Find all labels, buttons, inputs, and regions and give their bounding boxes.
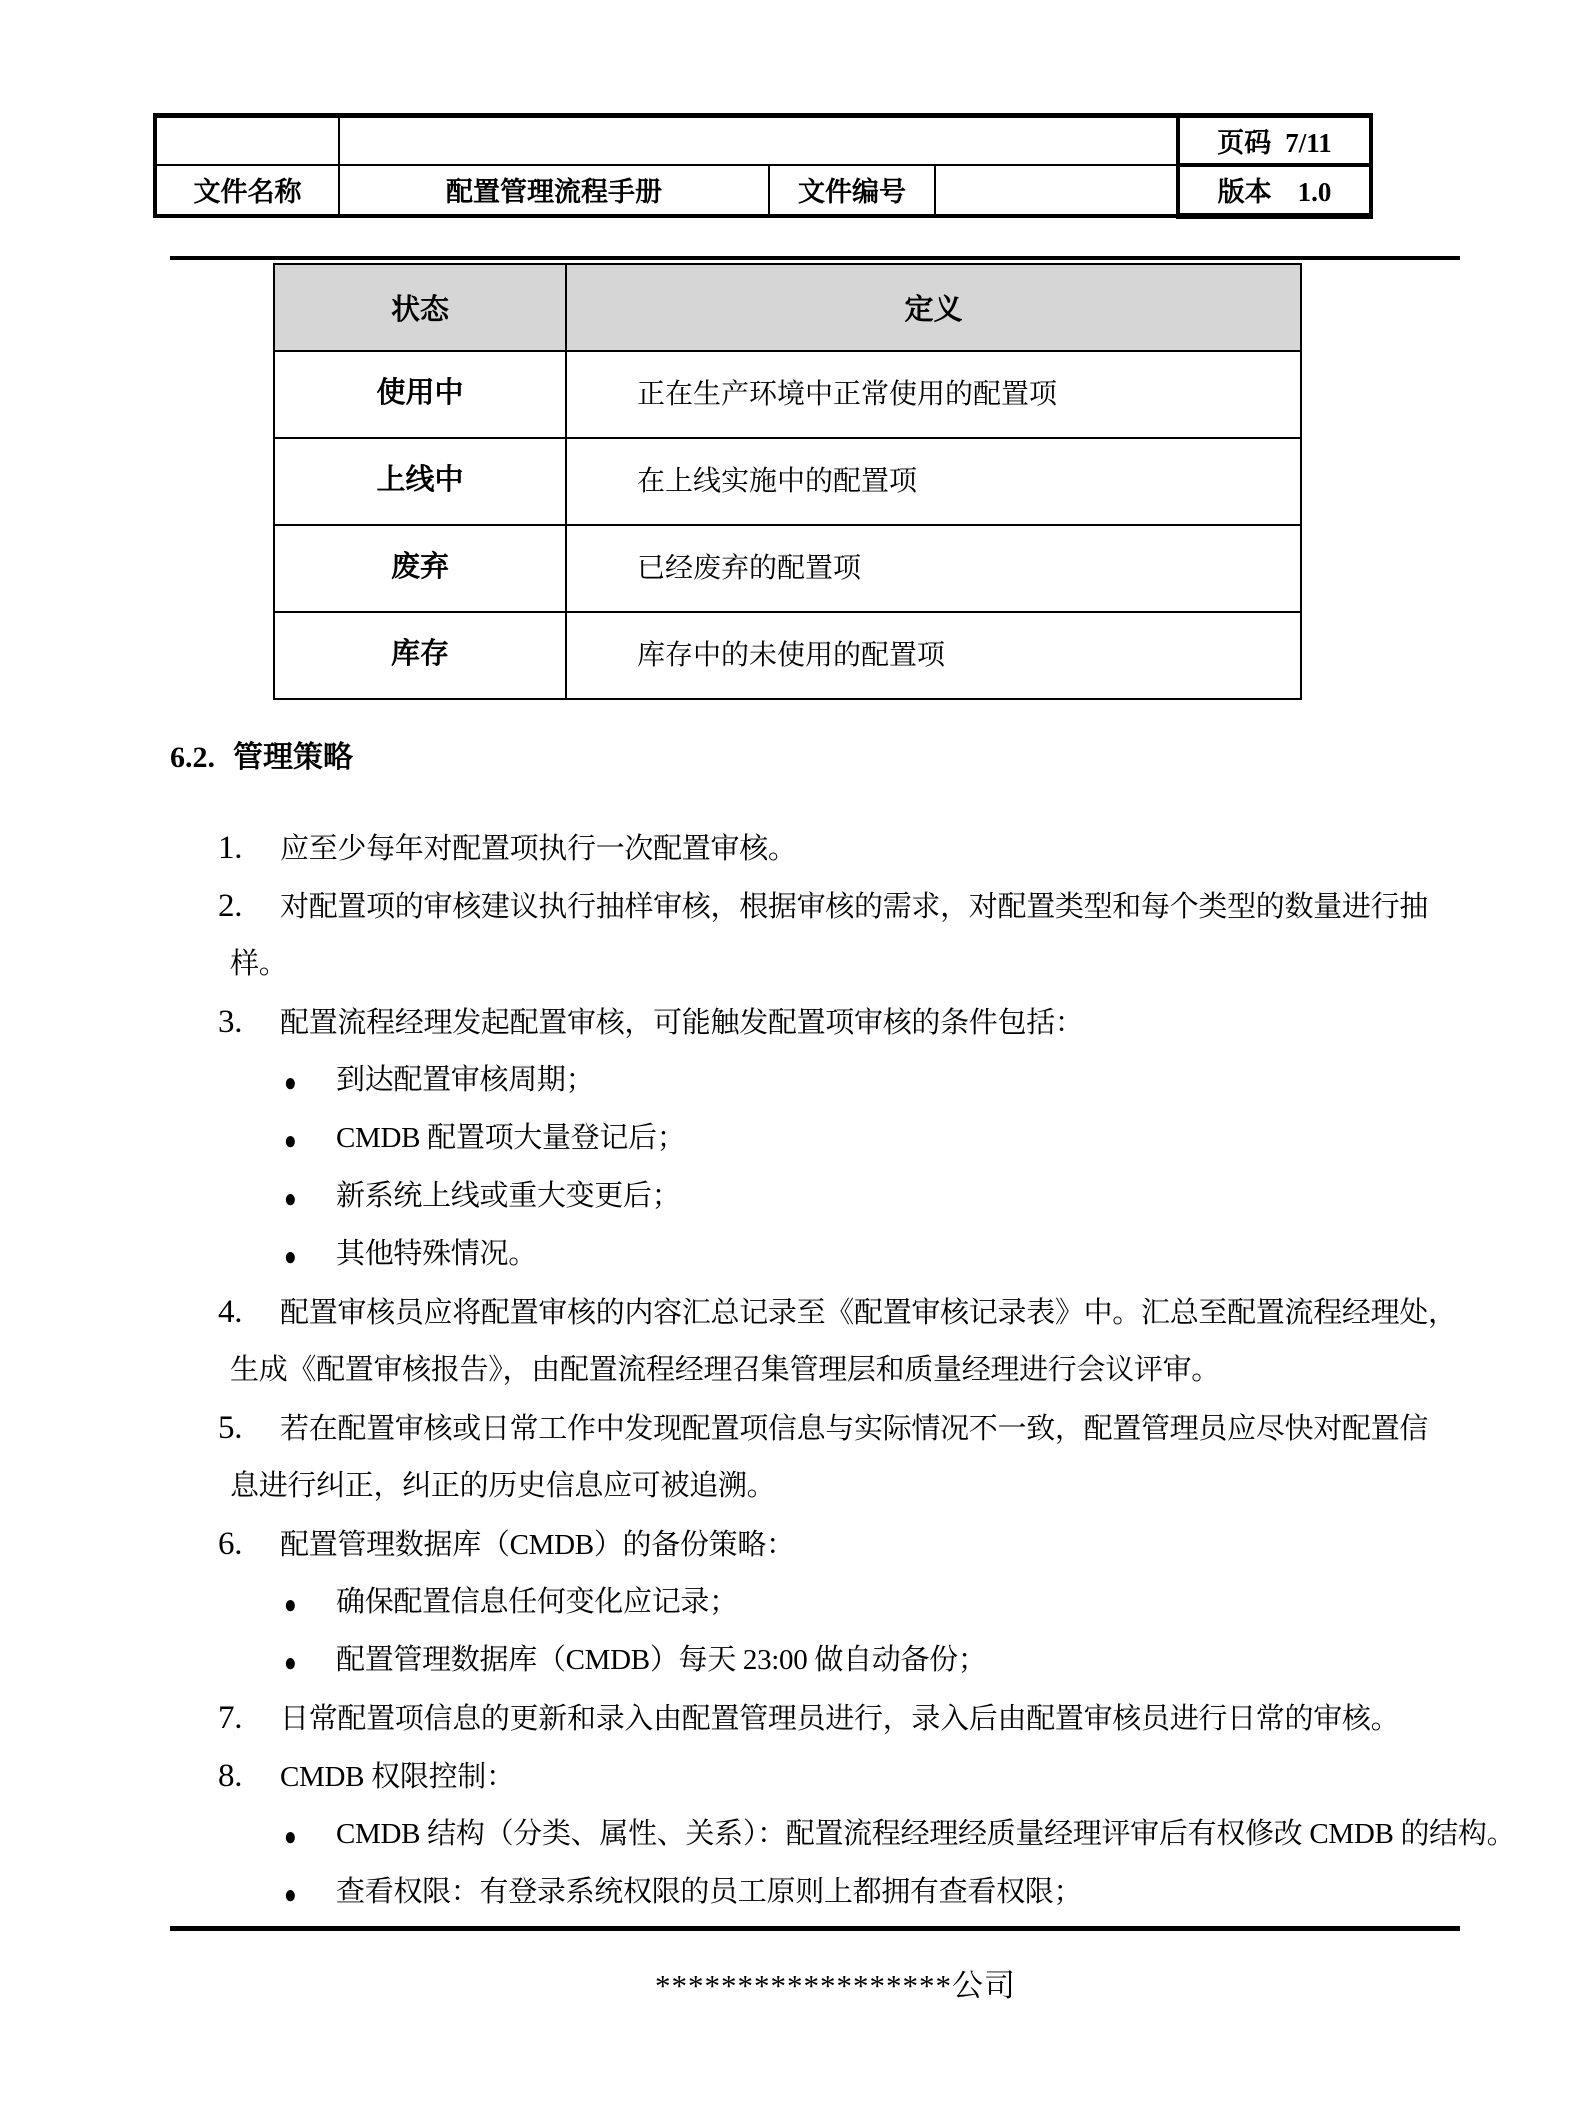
list-number: 1. xyxy=(218,830,243,866)
line-text: 配置流程经理发起配置审核，可能触发配置项审核的条件包括： xyxy=(280,1007,1084,1039)
bullet-line xyxy=(0,1051,1586,1109)
line-text: CMDB 权限控制： xyxy=(280,1761,515,1793)
line-text: 应至少每年对配置项执行一次配置审核。 xyxy=(280,833,797,865)
version-label: 版本 xyxy=(1217,177,1272,207)
list-item-line xyxy=(0,1515,1586,1573)
status-cell: 废弃 xyxy=(274,525,566,612)
list-item-line xyxy=(0,1341,1586,1399)
table-row xyxy=(274,525,1301,612)
list-number: 7. xyxy=(218,1700,243,1736)
line-text: 配置管理数据库（CMDB）每天 23:00 做自动备份； xyxy=(336,1644,987,1676)
status-table-body xyxy=(274,351,1301,699)
line-text: 样。 xyxy=(230,948,288,980)
page-number-cell xyxy=(1178,116,1371,165)
status-table-header-row xyxy=(274,264,1301,351)
bullet-line xyxy=(0,1573,1586,1631)
line-text: 配置管理数据库（CMDB）的备份策略： xyxy=(280,1529,795,1561)
header-empty-cell xyxy=(155,116,339,165)
header-separator-rule xyxy=(170,256,1460,260)
line-text: CMDB 配置项大量登记后； xyxy=(336,1122,686,1154)
table-row xyxy=(274,351,1301,438)
definition-cell: 正在生产环境中正常使用的配置项 xyxy=(566,351,1301,438)
line-text: 其他特殊情况。 xyxy=(336,1238,537,1270)
line-text: 到达配置审核周期； xyxy=(336,1064,595,1096)
line-text: 日常配置项信息的更新和录入由配置管理员进行，录入后由配置审核员进行日常的审核。 xyxy=(280,1703,1400,1735)
version-cell xyxy=(1178,165,1371,216)
status-cell: 使用中 xyxy=(274,351,566,438)
list-number: 8. xyxy=(218,1758,243,1794)
table-row xyxy=(274,438,1301,525)
list-item-line xyxy=(0,877,1586,935)
footer-company: ******************公司 xyxy=(655,1968,1016,2003)
line-text: 若在配置审核或日常工作中发现配置项信息与实际情况不一致，配置管理员应尽快对配置信 xyxy=(280,1413,1429,1445)
version-value: 1.0 xyxy=(1297,177,1332,207)
line-text: 确保配置信息任何变化应记录； xyxy=(336,1586,738,1618)
definition-cell: 在上线实施中的配置项 xyxy=(566,438,1301,525)
line-text: 新系统上线或重大变更后； xyxy=(336,1180,681,1212)
section-heading xyxy=(170,736,353,780)
bullet-icon: ● xyxy=(284,1821,297,1851)
line-text: 配置审核员应将配置审核的内容汇总记录至《配置审核记录表》中。汇总至配置流程经理处， xyxy=(280,1297,1457,1329)
table-row xyxy=(274,612,1301,699)
list-item-line xyxy=(0,1283,1586,1341)
list-item-line xyxy=(0,819,1586,877)
definition-cell: 已经废弃的配置项 xyxy=(566,525,1301,612)
status-cell: 上线中 xyxy=(274,438,566,525)
line-text: CMDB 结构（分类、属性、关系）：配置流程经理经质量经理评审后有权修改 CMDB 的结构。 xyxy=(336,1818,1516,1850)
list-item-line xyxy=(0,1399,1586,1457)
definition-column-header: 定义 xyxy=(566,264,1301,351)
section-title: 管理策略 xyxy=(233,741,353,774)
list-item-line xyxy=(0,1457,1586,1515)
list-number: 6. xyxy=(218,1526,243,1562)
bullet-line xyxy=(0,1863,1586,1921)
doc-title: 配置管理流程手册 xyxy=(339,165,769,216)
bullet-line xyxy=(0,1631,1586,1689)
list-number: 3. xyxy=(218,1004,243,1040)
document-header-table xyxy=(153,113,1373,219)
definition-cell: 库存中的未使用的配置项 xyxy=(566,612,1301,699)
status-cell: 库存 xyxy=(274,612,566,699)
header-empty-span-cell xyxy=(339,116,1178,165)
list-number: 5. xyxy=(218,1410,243,1446)
bullet-line xyxy=(0,1225,1586,1283)
status-definition-table xyxy=(273,263,1302,700)
section-number: 6.2. xyxy=(170,741,215,774)
header-row-1 xyxy=(155,116,1371,165)
list-number: 2. xyxy=(218,888,243,924)
line-text: 息进行纠正，纠正的历史信息应可被追溯。 xyxy=(230,1470,776,1502)
list-item-line xyxy=(0,993,1586,1051)
status-column-header: 状态 xyxy=(274,264,566,351)
doc-number-value xyxy=(935,165,1178,216)
bullet-icon: ● xyxy=(284,1879,297,1909)
page-number-value: 7/11 xyxy=(1285,127,1332,158)
list-item-line xyxy=(0,1689,1586,1747)
bullet-icon: ● xyxy=(284,1241,297,1271)
doc-number-label: 文件编号 xyxy=(769,165,935,216)
page-number-label: 页码 xyxy=(1217,127,1272,158)
policy-list xyxy=(0,819,1586,1921)
list-number: 4. xyxy=(218,1294,243,1330)
bullet-icon: ● xyxy=(284,1067,297,1097)
bullet-line xyxy=(0,1109,1586,1167)
footer-separator-rule xyxy=(170,1926,1460,1931)
line-text: 查看权限：有登录系统权限的员工原则上都拥有查看权限； xyxy=(336,1876,1083,1908)
list-item-line xyxy=(0,1747,1586,1805)
header-row-2 xyxy=(155,165,1371,216)
bullet-icon: ● xyxy=(284,1589,297,1619)
bullet-icon: ● xyxy=(284,1183,297,1213)
doc-name-label: 文件名称 xyxy=(155,165,339,216)
list-item-line xyxy=(0,935,1586,993)
bullet-icon: ● xyxy=(284,1647,297,1677)
line-text: 生成《配置审核报告》，由配置流程经理召集管理层和质量经理进行会议评审。 xyxy=(230,1354,1221,1386)
bullet-line xyxy=(0,1167,1586,1225)
bullet-icon: ● xyxy=(284,1125,297,1155)
bullet-line xyxy=(0,1805,1586,1863)
line-text: 对配置项的审核建议执行抽样审核，根据审核的需求，对配置类型和每个类型的数量进行抽 xyxy=(280,891,1429,923)
